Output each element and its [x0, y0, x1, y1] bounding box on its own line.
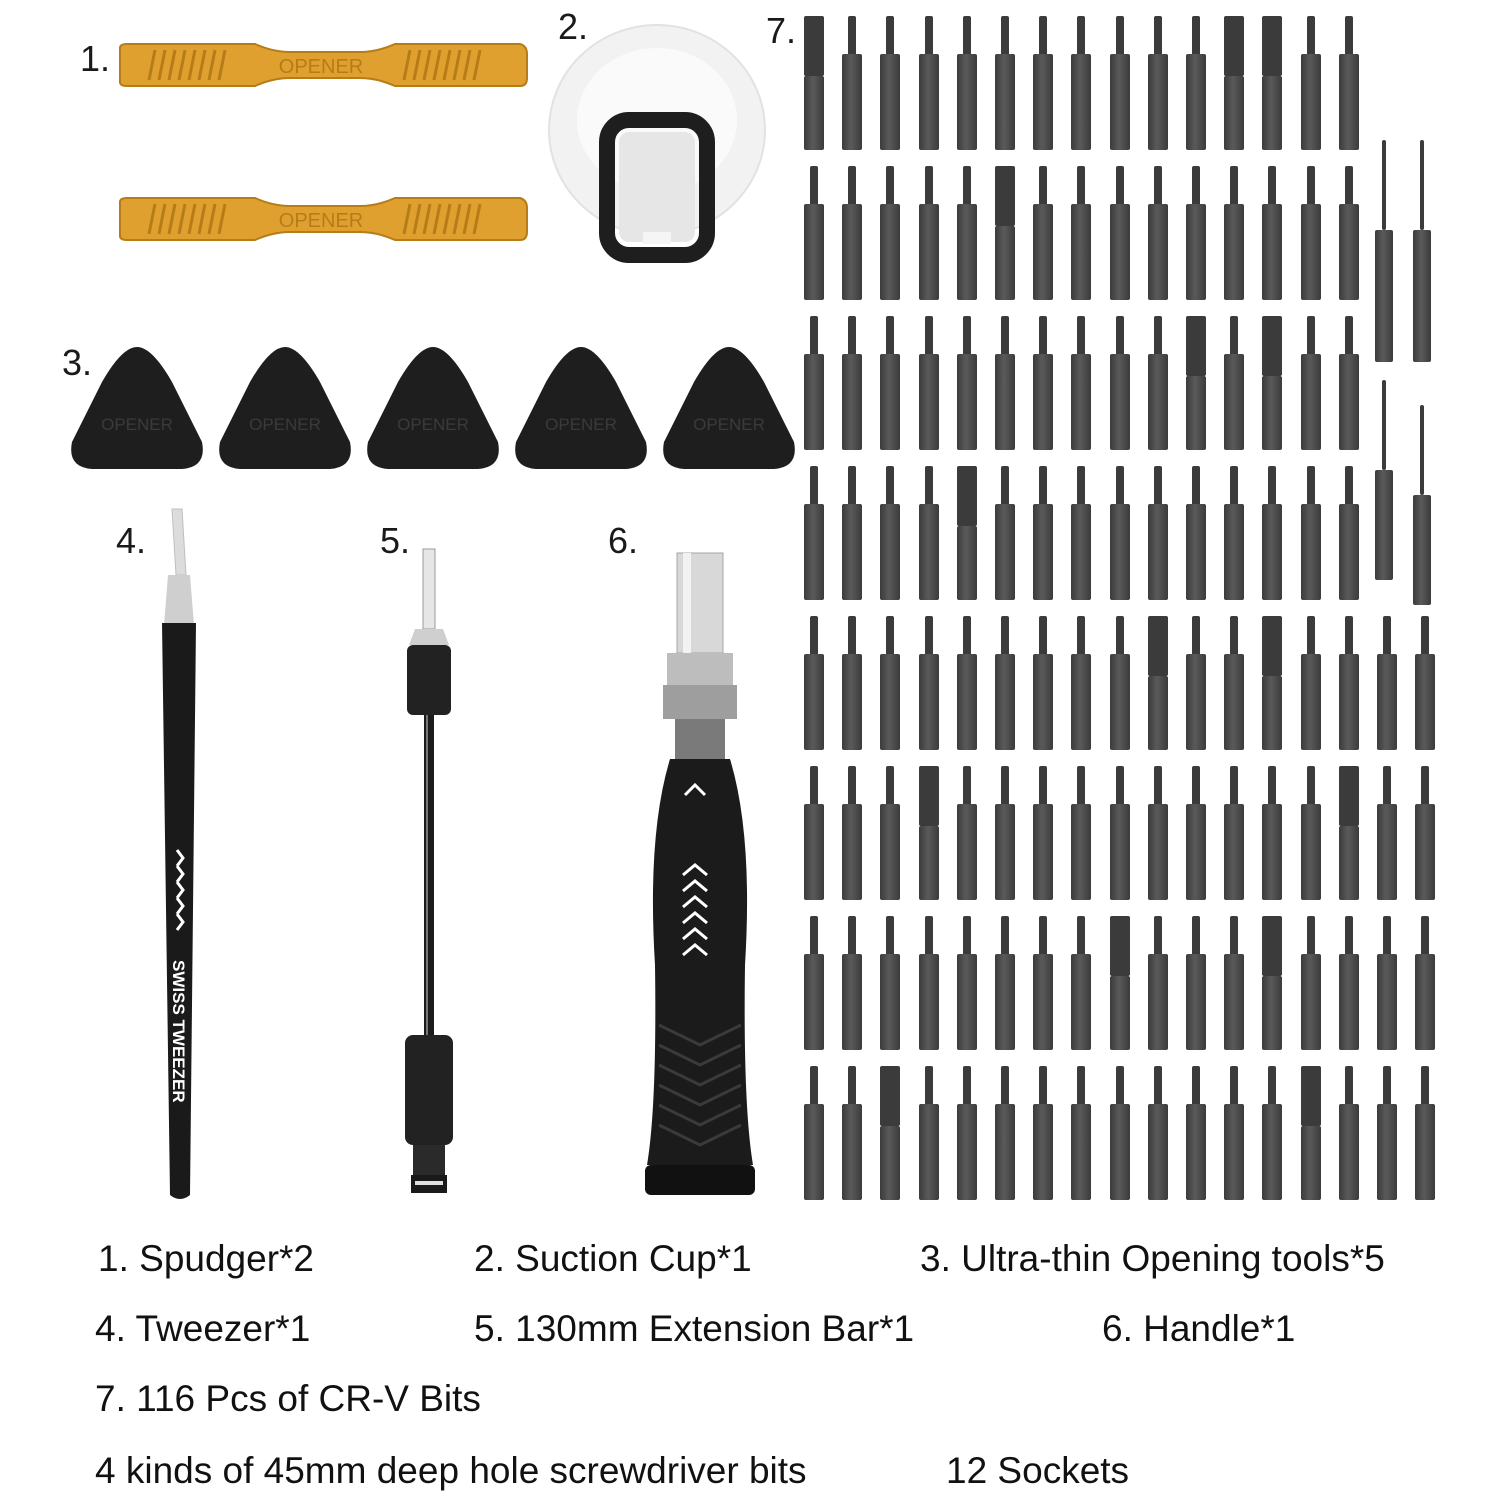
- screwdriver-bit: [804, 916, 824, 1050]
- screwdriver-bit: [919, 316, 939, 450]
- opening-pick-3: [367, 347, 499, 469]
- screwdriver-bit: [1148, 466, 1168, 600]
- svg-text:OPENER: OPENER: [397, 415, 469, 434]
- screwdriver-bit: [995, 916, 1015, 1050]
- screwdriver-bit: [842, 1066, 862, 1200]
- screwdriver-bit: [1224, 916, 1244, 1050]
- item-number-6: 6.: [608, 520, 639, 561]
- screwdriver-bit: [1415, 916, 1435, 1050]
- screwdriver-bit: [880, 916, 900, 1050]
- caption-handle: 6. Handle*1: [1102, 1308, 1296, 1349]
- screwdriver-bit: [957, 766, 977, 900]
- screwdriver-bit: [1339, 316, 1359, 450]
- screwdriver-bit: [995, 16, 1015, 150]
- screwdriver-bit: [995, 166, 1015, 300]
- screwdriver-bit: [1339, 466, 1359, 600]
- screwdriver-bit: [804, 316, 824, 450]
- screwdriver-bit: [842, 466, 862, 600]
- screwdriver-bit: [842, 166, 862, 300]
- screwdriver-bit: [1377, 1066, 1397, 1200]
- screwdriver-bit: [1262, 16, 1282, 150]
- screwdriver-handle: [635, 545, 765, 1205]
- screwdriver-bit: [1415, 1066, 1435, 1200]
- tweezer-engraving: SWISS TWEEZER: [169, 960, 188, 1103]
- screwdriver-bit: [1071, 16, 1091, 150]
- screwdriver-bit: [1148, 916, 1168, 1050]
- screwdriver-bit: [1301, 316, 1321, 450]
- screwdriver-bit: [1033, 316, 1053, 450]
- screwdriver-bit: [919, 916, 939, 1050]
- screwdriver-bit: [1110, 466, 1130, 600]
- screwdriver-bit: [1033, 766, 1053, 900]
- item-number-4: 4.: [116, 520, 147, 561]
- screwdriver-bit: [1186, 166, 1206, 300]
- opening-picks: [62, 342, 802, 472]
- caption-spudger: 1. Spudger*2: [98, 1238, 315, 1279]
- screwdriver-bit: [1339, 166, 1359, 300]
- screwdriver-bit: [1301, 916, 1321, 1050]
- screwdriver-bit: [1110, 616, 1130, 750]
- screwdriver-bit: [995, 616, 1015, 750]
- screwdriver-bit: [1033, 466, 1053, 600]
- screwdriver-bit: [1148, 316, 1168, 450]
- screwdriver-bit: [842, 916, 862, 1050]
- screwdriver-bit: [995, 766, 1015, 900]
- screwdriver-bit: [1224, 766, 1244, 900]
- screwdriver-bit: [1110, 766, 1130, 900]
- screwdriver-bit: [1148, 616, 1168, 750]
- screwdriver-bit: [1148, 1066, 1168, 1200]
- screwdriver-bit: [804, 466, 824, 600]
- screwdriver-bit: [1033, 166, 1053, 300]
- screwdriver-bit: [1339, 766, 1359, 900]
- screwdriver-bit: [1110, 1066, 1130, 1200]
- deep-hole-bit: [1413, 405, 1431, 627]
- screwdriver-bit: [1377, 766, 1397, 900]
- caption-extension-bar: 5. 130mm Extension Bar*1: [474, 1308, 915, 1349]
- screwdriver-bit: [957, 316, 977, 450]
- screwdriver-bit: [1262, 316, 1282, 450]
- screwdriver-bit: [1339, 616, 1359, 750]
- tweezer: [150, 505, 210, 1205]
- spudger-2-engraving: OPENER: [278, 210, 364, 232]
- item-number-1: 1.: [80, 38, 111, 79]
- screwdriver-bit: [1301, 616, 1321, 750]
- screwdriver-bit: [1071, 316, 1091, 450]
- screwdriver-bit: [1110, 16, 1130, 150]
- screwdriver-bit: [1033, 1066, 1053, 1200]
- screwdriver-bit: [1301, 466, 1321, 600]
- screwdriver-bit: [1377, 616, 1397, 750]
- screwdriver-bit: [1224, 616, 1244, 750]
- screwdriver-bit: [842, 616, 862, 750]
- screwdriver-bit: [1071, 916, 1091, 1050]
- screwdriver-bit: [1339, 916, 1359, 1050]
- screwdriver-bit: [804, 616, 824, 750]
- caption-deep-hole-bits: 4 kinds of 45mm deep hole screwdriver bits: [95, 1450, 807, 1491]
- screwdriver-bit: [919, 466, 939, 600]
- opening-pick-5: [663, 347, 795, 469]
- svg-text:OPENER: OPENER: [693, 415, 765, 434]
- caption-sockets: 12 Sockets: [946, 1450, 1130, 1491]
- screwdriver-bit: [957, 916, 977, 1050]
- screwdriver-bit: [1262, 766, 1282, 900]
- screwdriver-bit: [957, 16, 977, 150]
- screwdriver-bit: [957, 466, 977, 600]
- screwdriver-bit: [1301, 166, 1321, 300]
- svg-text:OPENER: OPENER: [545, 415, 617, 434]
- spudger-1: [115, 38, 530, 94]
- caption-suction-cup: 2. Suction Cup*1: [474, 1238, 752, 1279]
- screwdriver-bit: [1224, 16, 1244, 150]
- screwdriver-bit: [957, 166, 977, 300]
- spudger-2: [115, 192, 530, 248]
- item-number-5: 5.: [380, 520, 411, 561]
- bits-grid: [800, 12, 1440, 1207]
- deep-hole-bit: [1375, 140, 1393, 362]
- screwdriver-bit: [1148, 16, 1168, 150]
- screwdriver-bit: [1262, 466, 1282, 600]
- screwdriver-bit: [1339, 16, 1359, 150]
- screwdriver-bit: [880, 16, 900, 150]
- svg-text:OPENER: OPENER: [101, 415, 173, 434]
- screwdriver-bit: [842, 16, 862, 150]
- screwdriver-bit: [1033, 616, 1053, 750]
- screwdriver-bit: [919, 766, 939, 900]
- screwdriver-bit: [1262, 166, 1282, 300]
- screwdriver-bit: [880, 616, 900, 750]
- screwdriver-bit: [995, 316, 1015, 450]
- screwdriver-bit: [1071, 166, 1091, 300]
- screwdriver-bit: [957, 1066, 977, 1200]
- screwdriver-bit: [919, 616, 939, 750]
- screwdriver-bit: [1415, 766, 1435, 900]
- screwdriver-bit: [1110, 316, 1130, 450]
- screwdriver-bit: [880, 466, 900, 600]
- screwdriver-bit: [1186, 466, 1206, 600]
- caption-tweezer: 4. Tweezer*1: [95, 1308, 311, 1349]
- spudger-1-engraving: OPENER: [278, 56, 364, 78]
- screwdriver-bit: [804, 1066, 824, 1200]
- screwdriver-bit: [1186, 766, 1206, 900]
- screwdriver-bit: [1224, 1066, 1244, 1200]
- screwdriver-bit: [1224, 466, 1244, 600]
- screwdriver-bit: [995, 466, 1015, 600]
- screwdriver-bit: [1071, 466, 1091, 600]
- screwdriver-bit: [1415, 616, 1435, 750]
- screwdriver-bit: [1110, 166, 1130, 300]
- screwdriver-bit: [842, 316, 862, 450]
- opening-pick-4: [515, 347, 647, 469]
- screwdriver-bit: [1033, 16, 1053, 150]
- screwdriver-bit: [1071, 766, 1091, 900]
- caption-bits: 7. 116 Pcs of CR-V Bits: [95, 1378, 481, 1419]
- screwdriver-bit: [919, 16, 939, 150]
- screwdriver-bit: [919, 166, 939, 300]
- screwdriver-bit: [1301, 766, 1321, 900]
- extension-bar: [395, 545, 465, 1205]
- screwdriver-bit: [1339, 1066, 1359, 1200]
- screwdriver-bit: [880, 316, 900, 450]
- screwdriver-bit: [1071, 616, 1091, 750]
- screwdriver-bit: [919, 1066, 939, 1200]
- opening-pick-1: [71, 347, 203, 469]
- screwdriver-bit: [1262, 916, 1282, 1050]
- screwdriver-bit: [957, 616, 977, 750]
- caption-opening-tools: 3. Ultra-thin Opening tools*5: [920, 1238, 1385, 1279]
- svg-text:OPENER: OPENER: [249, 415, 321, 434]
- item-number-3: 3.: [62, 342, 93, 383]
- screwdriver-bit: [880, 766, 900, 900]
- screwdriver-bit: [880, 1066, 900, 1200]
- item-number-2: 2.: [558, 6, 589, 47]
- screwdriver-bit: [1262, 616, 1282, 750]
- item-number-7: 7.: [766, 10, 797, 51]
- screwdriver-bit: [1033, 916, 1053, 1050]
- screwdriver-bit: [1262, 1066, 1282, 1200]
- screwdriver-bit: [804, 166, 824, 300]
- screwdriver-bit: [880, 166, 900, 300]
- screwdriver-bit: [1110, 916, 1130, 1050]
- screwdriver-bit: [995, 1066, 1015, 1200]
- screwdriver-bit: [1186, 916, 1206, 1050]
- deep-hole-bit: [1375, 380, 1393, 602]
- screwdriver-bit: [1224, 316, 1244, 450]
- screwdriver-bit: [1224, 166, 1244, 300]
- screwdriver-bit: [1186, 616, 1206, 750]
- screwdriver-bit: [1148, 766, 1168, 900]
- screwdriver-bit: [1071, 1066, 1091, 1200]
- screwdriver-bit: [804, 766, 824, 900]
- screwdriver-bit: [1301, 1066, 1321, 1200]
- screwdriver-bit: [1377, 916, 1397, 1050]
- screwdriver-bit: [842, 766, 862, 900]
- screwdriver-bit: [1186, 1066, 1206, 1200]
- deep-hole-bit: [1413, 140, 1431, 362]
- screwdriver-bit: [1301, 16, 1321, 150]
- suction-cup: [545, 20, 775, 270]
- screwdriver-bit: [1186, 316, 1206, 450]
- screwdriver-bit: [1148, 166, 1168, 300]
- opening-pick-2: [219, 347, 351, 469]
- screwdriver-bit: [804, 16, 824, 150]
- screwdriver-bit: [1186, 16, 1206, 150]
